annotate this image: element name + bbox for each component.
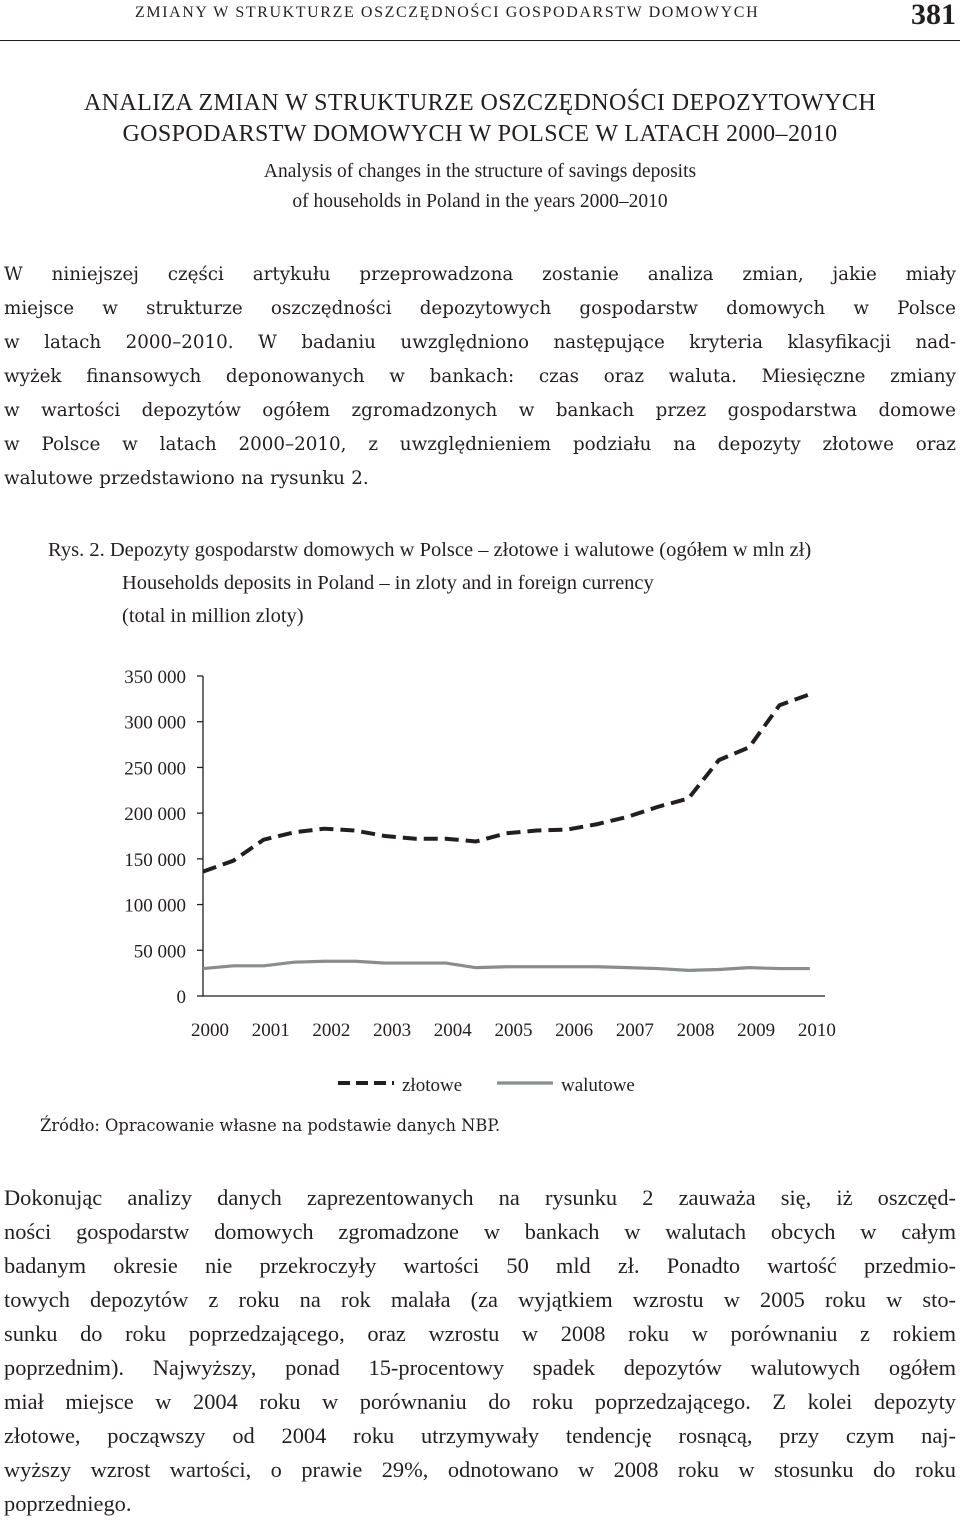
running-title: ZMIANY W STRUKTURZE OSZCZĘDNOŚCI GOSPODARSTW DOMOWYCH: [135, 4, 760, 21]
y-tick-label: 50 000: [133, 941, 186, 963]
body-line: poprzednim). Najwyższy, ponad 15-procentowy spadek depozytów walutowych ogółem: [4, 1355, 956, 1380]
x-axis-labels: [191, 1020, 836, 1041]
intro-line: miejsce w strukturze oszczędności depozytowych gospodarstw domowych w Polsce: [4, 298, 956, 319]
x-tick-label: 2002: [312, 1020, 351, 1041]
series-lines: [203, 694, 810, 970]
y-tick-label: 100 000: [124, 895, 186, 917]
x-tick-label: 2010: [797, 1020, 836, 1041]
x-tick-label: 2007: [615, 1020, 654, 1041]
title-polish-line-2: GOSPODARSTW DOMOWYCH W POLSCE W LATACH 2000–2010: [122, 121, 838, 147]
y-tick-label: 0: [176, 987, 186, 1008]
intro-line: w latach 2000–2010. W badaniu uwzględniono następujące kryteria klasyfikacji nad-: [4, 332, 956, 353]
x-tick-label: 2005: [494, 1020, 533, 1041]
y-axis-ticks: [197, 676, 203, 996]
x-tick-label: 2004: [433, 1020, 472, 1041]
body-line: złotowe, począwszy od 2004 roku utrzymywały tendencję rosnącą, przy czym naj-: [4, 1423, 956, 1448]
series-line-walutowe: [203, 961, 810, 970]
body-line: towych depozytów z roku na rok malała (za wyjątkiem wzrostu w 2005 roku w sto-: [4, 1287, 956, 1312]
x-tick-label: 2001: [251, 1020, 290, 1041]
chart-legend: [338, 1075, 635, 1096]
series-line-zlotowe: [203, 694, 810, 871]
x-tick-label: 2000: [191, 1020, 230, 1041]
x-tick-label: 2003: [373, 1020, 412, 1041]
caption-english-line-2: (total in million zloty): [122, 605, 304, 627]
legend-label: walutowe: [561, 1075, 635, 1096]
intro-line: wyżek finansowych deponowanych w bankach: czas oraz waluta. Miesięczne zmiany: [4, 366, 956, 387]
intro-line: walutowe przedstawiono na rysunku 2.: [4, 468, 369, 489]
header-rule: [0, 40, 960, 41]
legend-label: złotowe: [402, 1075, 463, 1096]
figure-source: Źródło: Opracowanie własne na podstawie danych NBP.: [40, 1116, 501, 1135]
x-tick-label: 2009: [737, 1020, 776, 1041]
body-line: Dokonując analizy danych zaprezentowanych na rysunku 2 zauważa się, iż oszczęd-: [4, 1185, 956, 1210]
intro-line: W niniejszej części artykułu przeprowadzona zostanie analiza zmian, jakie miały: [4, 264, 956, 285]
title-english: [0, 157, 960, 217]
figure-caption: [48, 534, 811, 633]
y-tick-label: 350 000: [124, 667, 186, 688]
intro-line: w wartości depozytów ogółem zgromadzonych w bankach przez gospodarstwa domowe: [4, 400, 956, 421]
body-line: sunku do roku poprzedzającego, oraz wzrostu w 2008 roku w porównaniu z rokiem: [4, 1321, 956, 1346]
chart-svg: [0, 650, 960, 1110]
body-paragraph: [4, 1181, 956, 1521]
x-tick-label: 2008: [676, 1020, 715, 1041]
x-tick-label: 2006: [555, 1020, 594, 1041]
article-title: [0, 88, 960, 217]
body-line: poprzedniego.: [4, 1491, 132, 1516]
title-english-line-2: of households in Poland in the years 2000–2010: [292, 191, 668, 212]
y-axis-labels: [124, 667, 186, 1008]
y-tick-label: 150 000: [124, 849, 186, 871]
running-header: [0, 0, 960, 42]
body-line: miał miejsce w 2004 roku w porównaniu do roku poprzedzającego. Z kolei depozyty: [4, 1389, 956, 1414]
title-english-line-1: Analysis of changes in the structure of savings deposits: [263, 161, 697, 182]
y-tick-label: 300 000: [124, 712, 186, 734]
intro-line: w Polsce w latach 2000–2010, z uwzględnieniem podziału na depozyty złotowe oraz: [4, 434, 956, 455]
deposits-chart: [0, 650, 960, 1110]
caption-english-line-1: Households deposits in Poland – in zloty and in foreign currency: [122, 572, 654, 594]
page-number: 381: [911, 0, 956, 31]
body-line: ności gospodarstw domowych zgromadzone w bankach w walutach obcych w całym: [4, 1219, 956, 1244]
title-polish-line-1: ANALIZA ZMIAN W STRUKTURZE OSZCZĘDNOŚCI DEPOZYTOWYCH: [83, 90, 877, 116]
y-tick-label: 250 000: [124, 758, 186, 780]
caption-polish: Rys. 2. Depozyty gospodarstw domowych w Polsce – złotowe i walutowe (ogółem w mln zł): [48, 539, 812, 561]
y-tick-label: 200 000: [124, 804, 186, 826]
intro-paragraph: [4, 258, 956, 496]
title-polish: [0, 88, 960, 150]
body-line: wyższy wzrost wartości, o prawie 29%, odnotowano w 2008 roku w stosunku do roku: [4, 1457, 956, 1482]
body-line: badanym okresie nie przekroczyły wartości 50 mld zł. Ponadto wartość przedmio-: [4, 1253, 956, 1278]
